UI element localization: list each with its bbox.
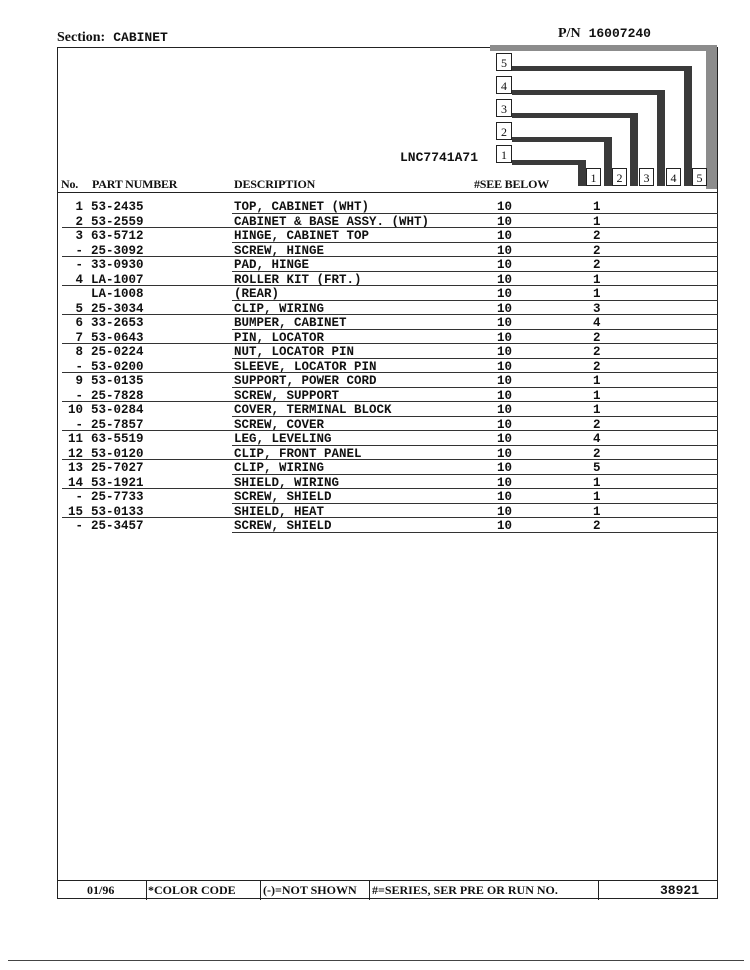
row-rule xyxy=(62,488,718,489)
footer-divider xyxy=(598,881,599,900)
description: LEG, LEVELING xyxy=(234,432,332,446)
description: SCREW, SHIELD xyxy=(234,490,332,504)
series-column-box: 1 xyxy=(586,168,601,186)
column-header-description: DESCRIPTION xyxy=(234,177,316,191)
row-number: - xyxy=(75,359,83,374)
see-below: 10 xyxy=(497,316,513,330)
series-column-box: 4 xyxy=(666,168,681,186)
part-number: 53-0120 xyxy=(91,446,144,461)
description: SHIELD, HEAT xyxy=(234,504,325,519)
series-frame-right xyxy=(706,45,717,189)
see-below: 10 xyxy=(497,519,513,533)
column-header-part-number: PART NUMBER xyxy=(92,177,178,191)
row-number: 7 xyxy=(75,330,83,345)
description: SCREW, SUPPORT xyxy=(234,388,340,403)
see-below: 10 xyxy=(497,388,513,403)
quantity: 2 xyxy=(593,229,601,243)
see-below: 10 xyxy=(497,330,513,345)
pn-label: P/N xyxy=(558,26,581,41)
section-label: Section: xyxy=(57,30,106,45)
row-number: 12 xyxy=(67,446,83,461)
description: SCREW, COVER xyxy=(234,417,325,432)
diagram-label: LNC7741A71 xyxy=(400,150,479,165)
pn-value: 16007240 xyxy=(588,26,651,41)
row-number: 4 xyxy=(75,272,83,287)
series-box: 4 xyxy=(496,76,512,94)
footer-page-number: 38921 xyxy=(660,883,700,898)
description: CLIP, WIRING xyxy=(234,301,325,316)
quantity: 3 xyxy=(593,301,601,316)
see-below: 10 xyxy=(497,301,513,316)
see-below: 10 xyxy=(497,475,513,490)
quantity: 1 xyxy=(593,287,601,301)
step-1-v xyxy=(578,160,586,186)
quantity: 2 xyxy=(593,417,601,432)
quantity: 2 xyxy=(593,446,601,461)
row-number: - xyxy=(75,243,83,258)
part-number: 53-0200 xyxy=(91,359,144,374)
row-rule xyxy=(232,213,718,214)
row-number: 8 xyxy=(75,345,83,359)
row-rule xyxy=(232,329,718,330)
footer-color-code: *COLOR CODE xyxy=(148,883,236,897)
description: HINGE, CABINET TOP xyxy=(234,229,370,243)
description: PIN, LOCATOR xyxy=(234,330,325,345)
see-below: 10 xyxy=(497,229,513,243)
row-number: 15 xyxy=(67,504,83,519)
see-below: 10 xyxy=(497,504,513,519)
row-number: 13 xyxy=(67,461,83,475)
quantity: 2 xyxy=(593,345,601,359)
part-number: 25-7828 xyxy=(91,388,144,403)
part-number: 53-0284 xyxy=(91,403,144,417)
part-number: 53-0135 xyxy=(91,374,144,388)
section-header xyxy=(57,30,168,46)
series-column-box: 3 xyxy=(639,168,654,186)
row-rule xyxy=(232,387,718,388)
see-below: 10 xyxy=(497,374,513,388)
row-rule xyxy=(62,314,718,315)
quantity: 1 xyxy=(593,200,601,214)
footer-divider xyxy=(260,881,261,900)
row-rule xyxy=(232,300,718,301)
part-number-header xyxy=(558,26,651,42)
part-number: 53-1921 xyxy=(91,475,144,490)
row-rule xyxy=(62,256,718,257)
row-rule xyxy=(62,401,718,402)
description: CLIP, FRONT PANEL xyxy=(234,446,362,461)
row-number: - xyxy=(75,490,83,504)
column-header-see-below: #SEE BELOW xyxy=(474,177,550,191)
part-number: 33-2653 xyxy=(91,316,144,330)
quantity: 1 xyxy=(593,388,601,403)
row-rule xyxy=(232,445,718,446)
row-rule xyxy=(62,459,718,460)
part-number: 25-3092 xyxy=(91,243,144,258)
see-below: 10 xyxy=(497,446,513,461)
description: SLEEVE, LOCATOR PIN xyxy=(234,359,377,374)
row-rule xyxy=(232,503,718,504)
part-number: 25-3034 xyxy=(91,301,144,316)
quantity: 4 xyxy=(593,432,601,446)
footer-divider xyxy=(146,881,147,900)
row-number: 10 xyxy=(67,403,83,417)
quantity: 2 xyxy=(593,258,601,272)
step-3-v xyxy=(630,113,638,186)
part-number: 25-7857 xyxy=(91,417,144,432)
description: BUMPER, CABINET xyxy=(234,316,347,330)
step-3-h xyxy=(512,113,638,118)
footer-series-note: #=SERIES, SER PRE OR RUN NO. xyxy=(372,883,558,897)
part-number: 53-2435 xyxy=(91,200,144,214)
page-bottom-line xyxy=(8,960,744,961)
quantity: 1 xyxy=(593,272,601,287)
series-column-box: 2 xyxy=(612,168,627,186)
footer-divider xyxy=(369,881,370,900)
part-number: 25-0224 xyxy=(91,345,144,359)
quantity: 1 xyxy=(593,214,601,229)
part-number: LA-1008 xyxy=(91,287,144,301)
series-frame-top xyxy=(490,45,717,51)
description: SCREW, HINGE xyxy=(234,243,325,258)
column-header-no: No. xyxy=(61,177,79,191)
part-number: 25-3457 xyxy=(91,519,144,533)
row-rule xyxy=(232,532,718,533)
quantity: 2 xyxy=(593,243,601,258)
see-below: 10 xyxy=(497,403,513,417)
quantity: 1 xyxy=(593,490,601,504)
description: TOP, CABINET (WHT) xyxy=(234,200,370,214)
row-number: 14 xyxy=(67,475,83,490)
part-number: 33-0930 xyxy=(91,258,144,272)
step-5-h xyxy=(512,66,692,71)
quantity: 2 xyxy=(593,359,601,374)
row-rule xyxy=(62,227,718,228)
row-rule xyxy=(62,372,718,373)
row-number: 3 xyxy=(75,229,83,243)
row-rule xyxy=(232,416,718,417)
series-box: 3 xyxy=(496,99,512,117)
step-1-h xyxy=(512,160,585,165)
see-below: 10 xyxy=(497,461,513,475)
series-box: 1 xyxy=(496,145,512,163)
see-below: 10 xyxy=(497,272,513,287)
footer-not-shown: (-)=NOT SHOWN xyxy=(263,883,357,897)
part-number: 53-0643 xyxy=(91,330,144,345)
description: NUT, LOCATOR PIN xyxy=(234,345,355,359)
quantity: 4 xyxy=(593,316,601,330)
part-number: LA-1007 xyxy=(91,272,144,287)
row-rule xyxy=(232,474,718,475)
row-rule xyxy=(232,271,718,272)
series-box: 2 xyxy=(496,122,512,140)
description: ROLLER KIT (FRT.) xyxy=(234,272,362,287)
quantity: 2 xyxy=(593,519,601,533)
description: SCREW, SHIELD xyxy=(234,519,332,533)
row-rule xyxy=(62,517,718,518)
step-5-v xyxy=(684,66,692,186)
row-number: 5 xyxy=(75,301,83,316)
see-below: 10 xyxy=(497,243,513,258)
description: CABINET & BASE ASSY. (WHT) xyxy=(234,214,430,229)
row-number: - xyxy=(75,258,83,272)
row-number: 2 xyxy=(75,214,83,229)
see-below: 10 xyxy=(497,432,513,446)
part-number: 53-0133 xyxy=(91,504,144,519)
quantity: 1 xyxy=(593,504,601,519)
footer-legend xyxy=(57,880,718,900)
row-rule xyxy=(62,343,718,344)
header-divider xyxy=(57,192,718,193)
description: PAD, HINGE xyxy=(234,258,310,272)
row-number: 11 xyxy=(67,432,83,446)
part-number: 25-7733 xyxy=(91,490,144,504)
description: CLIP, WIRING xyxy=(234,461,325,475)
part-number: 63-5712 xyxy=(91,229,144,243)
part-number: 63-5519 xyxy=(91,432,144,446)
series-box: 5 xyxy=(496,53,512,71)
row-number: 1 xyxy=(75,200,83,214)
description: (REAR) xyxy=(234,287,280,301)
description: COVER, TERMINAL BLOCK xyxy=(234,403,392,417)
step-4-v xyxy=(657,90,665,186)
quantity: 1 xyxy=(593,374,601,388)
see-below: 10 xyxy=(497,200,513,214)
description: SUPPORT, POWER CORD xyxy=(234,374,377,388)
see-below: 10 xyxy=(497,359,513,374)
section-value: CABINET xyxy=(113,30,168,45)
row-number: - xyxy=(75,519,83,533)
step-4-h xyxy=(512,90,665,95)
quantity: 1 xyxy=(593,403,601,417)
see-below: 10 xyxy=(497,287,513,301)
see-below: 10 xyxy=(497,214,513,229)
quantity: 5 xyxy=(593,461,601,475)
see-below: 10 xyxy=(497,345,513,359)
step-2-v xyxy=(604,137,612,186)
description: SHIELD, WIRING xyxy=(234,475,340,490)
row-rule xyxy=(232,242,718,243)
row-rule xyxy=(232,358,718,359)
row-rule xyxy=(62,430,718,431)
row-number: - xyxy=(75,417,83,432)
row-rule xyxy=(62,285,718,286)
see-below: 10 xyxy=(497,258,513,272)
row-number: 9 xyxy=(75,374,83,388)
footer-date: 01/96 xyxy=(87,883,115,897)
step-2-h xyxy=(512,137,612,142)
row-number: - xyxy=(75,388,83,403)
series-column-box: 5 xyxy=(692,168,707,186)
quantity: 1 xyxy=(593,475,601,490)
quantity: 2 xyxy=(593,330,601,345)
see-below: 10 xyxy=(497,490,513,504)
part-number: 25-7027 xyxy=(91,461,144,475)
see-below: 10 xyxy=(497,417,513,432)
row-number: 6 xyxy=(75,316,83,330)
part-number: 53-2559 xyxy=(91,214,144,229)
